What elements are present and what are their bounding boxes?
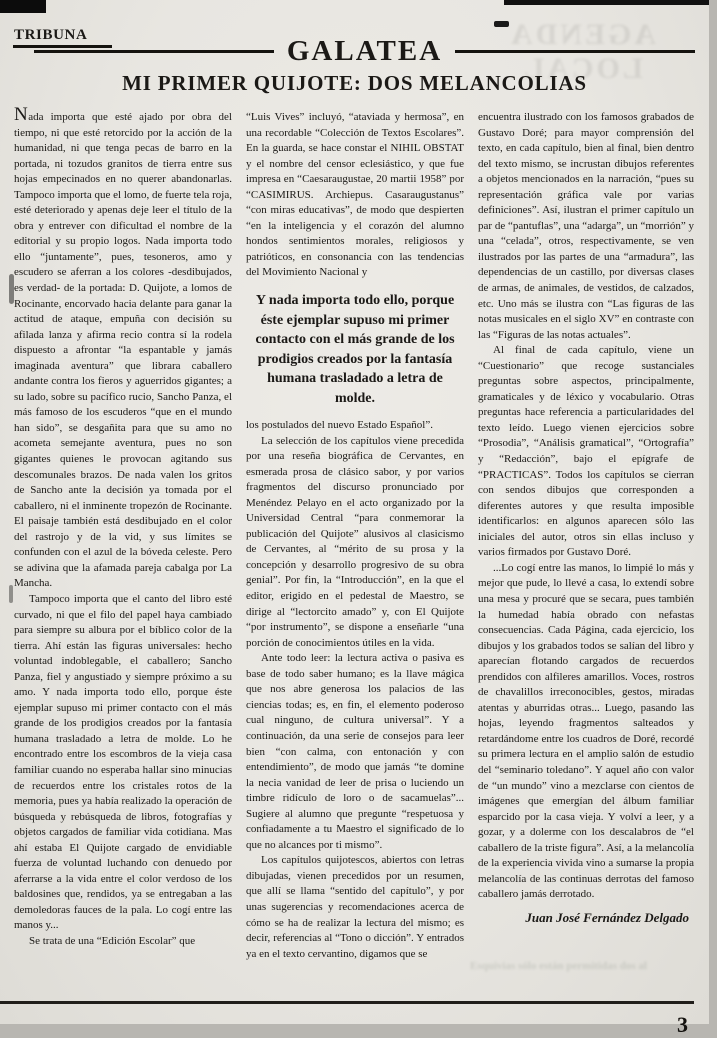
- paragraph: ...Lo cogí entre las manos, lo limpié lo más y mejor que pude, lo llevé a casa, lo extendí sobre una mesa y procuré que se secara, pues también la humedad había obrado con nefastas consecuencias. Cada Página, cada ejercicio, los dibujos y los grabados todos se salían del libro y aparecían flotando cargados de recuerdos prendidos con alfileres amarillos. Voces, rostros de chavalillos irreconocibles, gestos, miradas atentas y aburridas otras... Luego, pasando las hojas, leyendo fragmentos salteados y retardándome entre los cuadros de Doré, recordé su primera lectura en el amplio salón de estudio del “seminario toledano”. Y aquel año con valor de “un mundo” vino a mezclarse con cientos de imágenes que emergían del álbum familiar esparcido por la casa vieja. Y volví a leer, y a gozar, y a dolerme con los descalabros de “el caballero de la triste figura”. Así, a la melancolía de la experiencia vivida vino a sumarse la propia melancolía de las continuas derrotas del famoso caballero jamás derrotado.: [478, 561, 694, 901]
- paragraph: Los capítulos quijotescos, abiertos con letras dibujadas, vienen precedidos por un resumen, que allí se llama “sentido del capítulo”, y por unas sugerencias y recomendaciones acerca de cómo se ha de realizar la lectura del mismo; es decir, referencias al “Tono o dicción”. Y entrados ya en el texto cervantino, digamos que se: [246, 854, 464, 960]
- paragraph-text: ada importa que esté ajado por obra del tiempo, ni que esté retorcido por la acción de la humanidad, ni que tenga pecas de barro en la portada, ni tozudos granitos de tierra entre sus hojas empecinados en no querer abandonarlas. Tampoco importa que el lomo, de fuerte tela roja, esté deteriorado y apenas deje leer el título de la obra y entrever con dificultad el nombre de la editorial y su propio logos. Nada importa todo ello “juntamente”, pues, tesoneros, amo y escudero se aferran a los colores -desdibujados, es verdad- de la portada: D. Quijote, a lomos de Rocinante, encorvado hacia delante para ganar la actitud de ataque, empuña con decisión su afilada lanza y afirma recio contra sí la rodela dispuesto a afrontar “la espantable y jamás imaginada aventura” que librara caballero andante contra los fieros y aguerridos gigantes; a su lado, sobre su pacífico rucio, Sancho Panza, el más famoso de los escuderos “que en el mundo han sido”, se desgañita para que su amo no acometa semejante aventura, pues no son gigantes quienes le provocan agitando sus descomunales brazos. De nada valen los gritos de Sancho ante la decisión ya tomada por el caballero, ni el inminente tropezón de Rocinante. El paisaje también está desdibujado en el color del rastrojo y de la vid, y sus límites se confunden con el azul de la bóveda celeste. Pero se adivina que la afamada pareja cabalga por La Mancha.: [14, 111, 232, 590]
- scan-smudge: [9, 585, 13, 603]
- paragraph: La selección de los capítulos viene precedida por una reseña biográfica de Cervantes, en esmerada prosa de clásico sabor, y por varios fragmentos del discurso pronunciado por Menéndez Pelayo en el acto organizado por la Universidad Central “para conmemorar la publicación del Quijote” alusivos al clasicismo de Cervantes, al “mérito de su prosa y la concepción y desarrollo progresivo de su obra genial”. Por fin, la “Introducción”, en la que el editor, erigido en el pedestal de Maestro, se dirige al “lectorcito amado” y, con El Quijote “por instrumento”, se dispone a enseñarle “una porción de conocimientos útiles en la vida.: [246, 434, 464, 649]
- article-column-2: [246, 110, 464, 1003]
- paragraph: Tampoco importa que el canto del libro esté curvado, ni que el filo del papel haya cambiado para siempre su albura por el bíblico color de la tierra. Ahí están las figuras universales: hecho voluntad indoblegable, el caballero; Sancho Panza, fiel y angustiado y siempre próximo a su amo. Y nada importa todo ello, porque éste ejemplar supuso mi primer contacto con el más grande de los prodigios creados por la fantasía humana trasladado a letra de molde. Lo he encontrado entre los escombros de la vieja casa familiar cuando no esperaba hallar sino minucias de recuerdos entre los cristales rotos de la memoria, pues ya había realizado la operación de búsqueda y rebúsqueda de libros, fotografías y objetos cargados de familiar vida cotidiana. Mas ahí estaba El Quijote cargado de envidiable fuerza de voluntad luchando con denuedo por aferrarse a la vida entre el color verdoso de los baldosines que, rendidos, ya se entregaban a las demoledoras fauces de la pala. Lo cogí entre las manos y...: [14, 592, 232, 932]
- masthead-row: [34, 37, 695, 66]
- page-number: 3: [677, 1012, 688, 1037]
- masthead-right-rule: [455, 50, 695, 53]
- paragraph: los postulados del nuevo Estado Español”.: [246, 419, 433, 432]
- paragraph: “Luis Vives” incluyó, “ataviada y hermosa”, en una recordable “Colección de Textos Escolares”. En la guarda, se hace constar el NIHIL OBSTAT y el nombre del censor eclesiástico, y que fue impresa en “Caesaraugustae, 20 martii 1958” por “CASIMIRUS. Archiepus. Casaraugustanus” “con miras educativas”, de modo que despierten “en la inteligencia y el corazón del alumno hondos sentimientos morales, religiosos y patrióticos, en consonancia con las tendencias del Movimiento Nacional y: [246, 111, 464, 279]
- article-column-1: [14, 104, 232, 1003]
- footer-rule: [0, 1001, 694, 1004]
- scan-artifact-top-right: [504, 0, 709, 5]
- scan-artifact-top-left: [0, 0, 46, 13]
- show-through-text: Esquivias sólo están permitidas dos al: [470, 960, 647, 972]
- show-through-text: AGENDA LOCAL: [508, 18, 657, 85]
- article-column-3: [478, 110, 694, 1003]
- article-headline: MI PRIMER QUIJOTE: DOS MELANCOLIAS: [122, 71, 587, 95]
- scan-artifact-dash: [494, 21, 509, 27]
- paragraph: Al final de cada capítulo, viene un “Cuestionario” que recoge sustanciales preguntas sobre aspectos, principalmente, gramaticales y de léxico y vocabulario. Otras preguntas hace referencia a particularidades del texto leído. Luego vienen ejercicios sobre “Prosodia”, “Análisis gramatical”, “Ortografía” y “Redacción”, bajo el epígrafe de “PRACTICAS”. Todos los capítulos se cierran con sendos dibujos que corresponden a diferentes autores y que resulta imposible identificarlos: en algunos aparecen sólo las iniciales del autor, otros sin ellas incluso y varios firmados por Gustavo Doré.: [478, 344, 694, 559]
- masthead-left-rule: [34, 50, 274, 53]
- author-byline: Juan José Fernández Delgado: [525, 909, 689, 925]
- paragraph: Ante todo leer: la lectura activa o pasiva es base de todo saber humano; es la llave mágica que nos abre generosa los palacios de las ciencias todas; es, en fin, el elemento poderoso cual ninguno, de cultura universal”. Y a continuación, da una serie de consejos para leer bien “con calma, con entonación y con entendimiento”, de modo que jamás “te domine la necia vanidad de leer de prisa o luciendo un timbre ridículo de loro o de sacamuelas”... Sugiere al alumno que pregunte “respetuosa y confiadamente a tu Maestro el significado de lo que no alcances por ti mismo”.: [246, 652, 464, 851]
- section-kicker: TRIBUNA: [14, 27, 88, 43]
- masthead-title: GALATEA: [286, 35, 443, 67]
- paragraph: Se trata de una “Edición Escolar” que: [29, 934, 196, 947]
- lead-initial: N: [14, 104, 29, 125]
- pull-quote: Y nada importa todo ello, porque éste ejemplar supuso mi primer contacto con el más grande de los prodigios creados por la fantasía humana trasladado a letra de molde.: [255, 293, 455, 406]
- paragraph: encuentra ilustrado con los famosos grabados de Gustavo Doré; para mayor comprensión del texto, en cada capítulo, bien al final, bien dentro del texto mismo, se incrustan dibujos referentes a objetos mencionados en la narración, “pues su representación gráfica vale por varias definiciones”. Así, ilustran el primer capítulo un par de “pantuflas”, una “adarga”, un “morrión” y una “celada”, otros, respectivamente, se ven ilustrados por las partes de una “armadura”, las dependencias de un castillo, por diversas clases de armas, de animales, de vestidos, de calzados, etc. Uno más se ilustra con “Las figuras de las notas musicales en el siglo XV” en contraste con las “Figuras de las notas actuales”.: [478, 111, 694, 341]
- paragraph: [14, 104, 232, 592]
